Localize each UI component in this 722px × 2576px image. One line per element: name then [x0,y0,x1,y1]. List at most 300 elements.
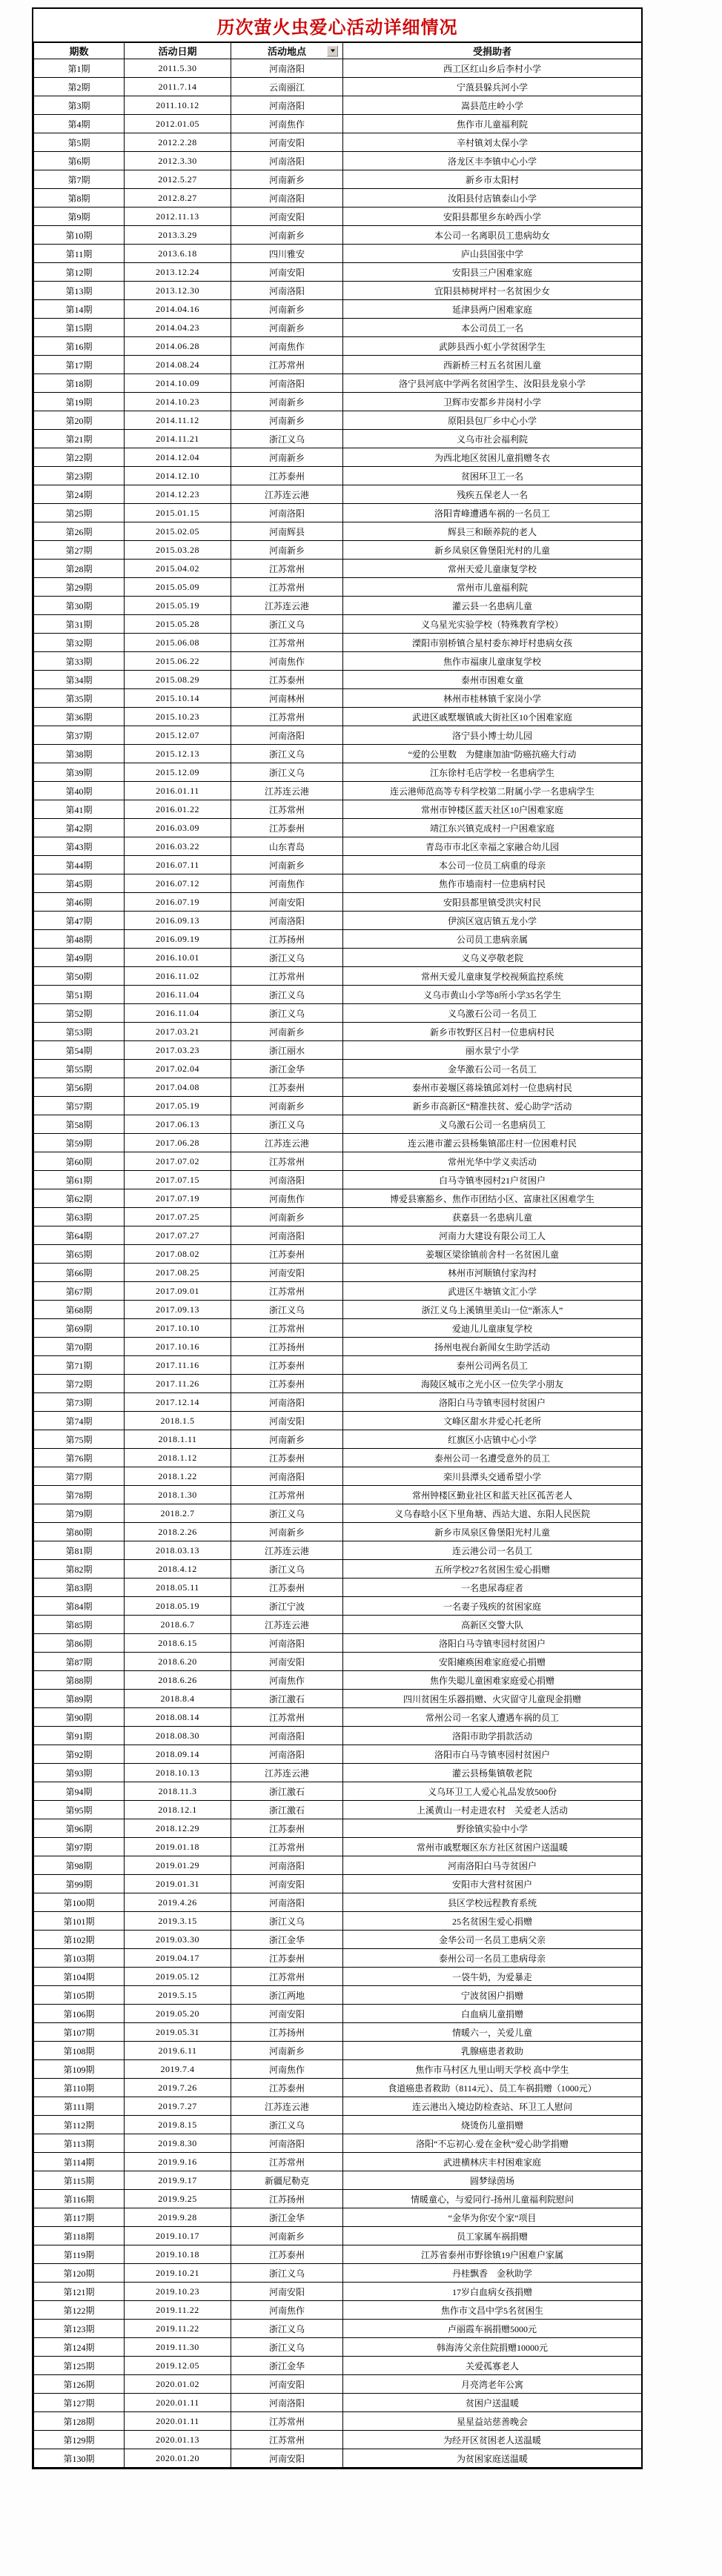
location-text: 河南安阳 [268,267,305,278]
recipient-text: 情暖童心，与爱同行-扬州儿童福利院慰问 [411,2194,574,2205]
cell-recipient [343,411,642,430]
date-text: 2017.04.08 [156,1081,199,1092]
period-text: 第2期 [67,82,90,93]
cell-period [34,337,125,356]
date-text: 2018.03.13 [156,1544,199,1556]
cell-date [125,2153,231,2171]
cell-date [125,1504,231,1523]
cell-period [34,2357,125,2375]
date-text: 2019.11.22 [156,2323,199,2334]
recipient-text: 海陵区城市之光小区一位失学小朋友 [420,1378,563,1390]
cell-date [125,2394,231,2412]
cell-location [231,2208,343,2227]
recipient-text: 常州市钟楼区蓝天社区10户困难家庭 [420,804,563,815]
cell-date [125,800,231,819]
table-row [34,208,642,226]
cell-location [231,393,343,411]
table-row [34,78,642,96]
recipient-text: 残疾五保老人一名 [456,489,528,500]
cell-recipient [343,1375,642,1393]
date-text: 2018.12.29 [156,1822,199,1833]
cell-recipient [343,2338,642,2357]
period-text: 第74期 [65,1415,93,1427]
date-text: 2018.11.3 [158,1785,197,1796]
cell-period [34,282,125,300]
table-row [34,1115,642,1134]
recipient-text: 烧烫伤儿童捐赠 [460,2119,523,2131]
cell-recipient [343,133,642,152]
recipient-text: 汝阳县付店镇泰山小学 [447,193,537,204]
table-row [34,226,642,245]
location-text: 浙江金华 [268,1063,305,1075]
period-text: 第120期 [63,2268,95,2279]
location-text: 河南洛阳 [268,285,305,296]
location-text: 浙江激石 [268,1693,305,1704]
location-text: 河南洛阳 [268,1749,305,1760]
table-row [34,2245,642,2264]
table-row [34,1653,642,1671]
location-text: 江苏泰州 [268,1582,305,1593]
cell-recipient [343,208,642,226]
location-text: 河南洛阳 [268,2397,305,2409]
cell-recipient [343,300,642,319]
period-text: 第84期 [65,1601,93,1612]
recipient-text: 为贫困家庭送温暖 [456,2453,528,2464]
cell-location [231,763,343,782]
period-text: 第96期 [65,1823,93,1834]
period-text: 第36期 [65,711,93,723]
date-text: 2019.01.29 [156,1859,199,1870]
col-header-recipient [343,43,642,59]
location-text: 浙江义乌 [268,1008,305,1019]
location-text: 浙江义乌 [268,952,305,963]
location-text: 河南安阳 [268,897,305,908]
recipient-text: 白血病儿童捐赠 [460,2008,523,2019]
cell-location [231,1968,343,1986]
recipient-text: 洛阳“不忘初心.爱在金秋”爱心助学捐赠 [416,2138,569,2149]
cell-period [34,1152,125,1171]
col-header-period [34,43,125,59]
header-row [34,43,642,59]
date-text: 2019.05.31 [156,2026,199,2037]
table-row [34,615,642,634]
location-text: 浙江义乌 [268,748,305,760]
period-text: 第73期 [65,1397,93,1408]
cell-location [231,282,343,300]
location-text: 河南新乡 [268,1026,305,1038]
recipient-text: 灌云县杨集镇敬老院 [451,1767,532,1779]
date-text: 2019.11.22 [156,2304,199,2315]
period-text: 第1期 [67,63,90,74]
date-text: 2013.3.29 [158,229,197,240]
date-text: 2017.07.15 [156,1174,199,1185]
period-text: 第72期 [65,1378,93,1390]
cell-period [34,819,125,837]
recipient-text: 庐山县国张中学 [460,248,523,259]
cell-location [231,856,343,874]
table-row [34,2023,642,2042]
period-text: 第52期 [65,1008,93,1019]
date-text: 2014.12.10 [156,470,199,481]
recipient-text: 文峰区甜水井爱心托老所 [443,1415,541,1427]
recipient-text: 一名患尿毒症者 [460,1582,523,1593]
date-text: 2020.01.02 [156,2378,199,2389]
cell-recipient [343,319,642,337]
period-text: 第40期 [65,786,93,797]
cell-period [34,1986,125,2005]
location-text: 江苏泰州 [268,674,305,686]
recipient-text: 博爱县寨豁乡、焦作市团结小区、富康社区困难学生 [389,1193,595,1204]
recipient-text: 野徐镇实验中小学 [456,1823,528,1834]
cell-period [34,2060,125,2079]
period-text: 第107期 [63,2027,95,2038]
period-text: 第31期 [65,619,93,630]
table-row [34,1338,642,1356]
date-text: 2013.6.18 [158,248,197,259]
cell-location [231,152,343,170]
cell-recipient [343,1912,642,1931]
cell-date [125,1616,231,1634]
period-text: 第53期 [65,1026,93,1038]
period-text: 第68期 [65,1304,93,1315]
cell-period [34,708,125,726]
location-text: 河南洛阳 [268,915,305,926]
cell-period [34,1041,125,1060]
period-text: 第60期 [65,1156,93,1167]
table-row [34,485,642,504]
activity-report-sheet [32,7,643,2469]
date-text: 2019.11.30 [156,2341,199,2352]
cell-date [125,2116,231,2134]
recipient-text: 洛宁县小博士幼儿园 [451,730,532,741]
cell-date [125,1264,231,1282]
cell-location [231,1004,343,1023]
location-text: 江苏常州 [268,582,305,593]
cell-date [125,189,231,208]
cell-recipient [343,1467,642,1486]
cell-period [34,1226,125,1245]
filter-dropdown-button[interactable] [327,45,338,56]
recipient-text: 常州光华中学义卖活动 [447,1156,537,1167]
period-text: 第76期 [65,1453,93,1464]
table-row [34,949,642,967]
date-text: 2016.09.13 [156,914,199,926]
table-row [34,2375,642,2394]
recipient-text: 洛阳白马寺镇枣园村贫困户 [438,1638,546,1649]
recipient-text: 新乡凤泉区鲁堡阳光村的儿童 [434,545,550,556]
period-text: 第126期 [63,2379,95,2390]
cell-location [231,2449,343,2468]
date-text: 2017.08.02 [156,1248,199,1259]
location-text: 江苏常州 [268,1323,305,1334]
table-row [34,560,642,578]
cell-period [34,634,125,652]
date-text: 2018.05.19 [156,1600,199,1611]
period-text: 第83期 [65,1582,93,1593]
table-row [34,2005,642,2023]
cell-recipient [343,1819,642,1838]
period-text: 第102期 [63,1934,95,1945]
location-text: 河南焦作 [268,1675,305,1686]
cell-date [125,2412,231,2431]
cell-date [125,986,231,1004]
table-row [34,1838,642,1856]
cell-location [231,448,343,467]
cell-period [34,1078,125,1097]
period-text: 第106期 [63,2008,95,2019]
recipient-text: 焦作市马村区九里山明天学校 高中学生 [415,2064,569,2075]
cell-location [231,2097,343,2116]
period-text: 第119期 [63,2249,95,2260]
period-text: 第66期 [65,1267,93,1278]
date-text: 2015.02.05 [156,525,199,537]
cell-recipient [343,986,642,1004]
period-text: 第44期 [65,860,93,871]
cell-recipient [343,226,642,245]
date-text: 2017.09.01 [156,1285,199,1296]
col-header-period-label: 期数 [69,46,89,57]
cell-date [125,1579,231,1597]
recipient-text: 宁波贫困户捐赠 [460,1990,523,2001]
cell-date [125,1171,231,1189]
cell-period [34,2190,125,2208]
location-text: 江苏泰州 [268,1360,305,1371]
cell-location [231,1616,343,1634]
date-text: 2015.03.28 [156,544,199,555]
date-text: 2011.10.12 [156,99,199,110]
cell-recipient [343,1171,642,1189]
location-text: 江苏常州 [268,2157,305,2168]
date-text: 2012.2.28 [158,136,197,147]
date-text: 2015.12.07 [156,729,199,740]
table-row [34,2134,642,2153]
cell-recipient [343,1893,642,1912]
cell-period [34,726,125,745]
location-text: 河南洛阳 [268,1397,305,1408]
cell-location [231,2245,343,2264]
recipient-text: 西新桥三村五名贫困儿童 [443,359,541,371]
date-text: 2017.11.16 [156,1359,199,1370]
cell-location [231,485,343,504]
date-text: 2019.3.15 [158,1915,197,1926]
location-text: 河南洛阳 [268,1897,305,1908]
cell-location [231,800,343,819]
table-row [34,1301,642,1319]
cell-date [125,96,231,115]
date-text: 2014.11.21 [156,433,199,444]
period-text: 第92期 [65,1749,93,1760]
cell-location [231,2320,343,2338]
recipient-text: 常州钟楼区勤业社区和蓝天社区孤苦老人 [411,1490,572,1501]
date-text: 2018.08.30 [156,1730,199,1741]
cell-period [34,1189,125,1208]
cell-recipient [343,1523,642,1541]
cell-period [34,1949,125,1968]
table-row [34,967,642,986]
cell-date [125,1893,231,1912]
cell-location [231,745,343,763]
date-text: 2019.8.30 [158,2137,197,2148]
table-row [34,2338,642,2357]
date-text: 2015.12.13 [156,748,199,759]
recipient-text: 林州市河顺镇付家沟村 [447,1267,537,1278]
table-row [34,2116,642,2134]
cell-date [125,2320,231,2338]
table-row [34,1375,642,1393]
cell-recipient [343,893,642,912]
location-text: 浙江义乌 [268,989,305,1000]
cell-date [125,1949,231,1968]
cell-location [231,356,343,374]
period-text: 第13期 [65,285,93,296]
period-text: 第58期 [65,1119,93,1130]
cell-period [34,615,125,634]
date-text: 2019.9.28 [158,2211,197,2223]
cell-recipient [343,541,642,560]
cell-period [34,1264,125,1282]
cell-period [34,1412,125,1430]
cell-location [231,1041,343,1060]
recipient-text: 安阳瘫痪困难家庭爱心捐赠 [438,1656,546,1667]
table-row [34,2264,642,2283]
cell-recipient [343,2023,642,2042]
recipient-text: 连云港出入境边防检查站、环卫工人慰问 [411,2101,572,2112]
date-text: 2016.09.19 [156,933,199,944]
table-row [34,133,642,152]
period-text: 第93期 [65,1767,93,1779]
period-text: 第105期 [63,1990,95,2001]
cell-location [231,2375,343,2394]
cell-period [34,2116,125,2134]
table-row [34,1097,642,1115]
cell-date [125,393,231,411]
cell-recipient [343,1671,642,1690]
recipient-text: 洛阳市助学捐款活动 [451,1730,532,1742]
location-text: 河南安阳 [268,2379,305,2390]
cell-date [125,263,231,282]
cell-period [34,2338,125,2357]
location-text: 河南新乡 [268,545,305,556]
recipient-text: 浙江义乌上溪镇里美山一位“渐冻人” [421,1304,563,1315]
period-text: 第82期 [65,1564,93,1575]
table-row [34,1189,642,1208]
recipient-text: 新乡市牧野区吕村一位患病村民 [429,1026,554,1038]
cell-recipient [343,245,642,263]
cell-location [231,1393,343,1412]
cell-period [34,1486,125,1504]
cell-recipient [343,1986,642,2005]
date-text: 2015.08.29 [156,674,199,685]
period-text: 第75期 [65,1434,93,1445]
date-text: 2015.01.15 [156,507,199,518]
table-row [34,430,642,448]
cell-location [231,300,343,319]
table-row [34,2394,642,2412]
cell-location [231,1579,343,1597]
col-header-recipient-label: 受捐助者 [472,46,511,57]
cell-recipient [343,2097,642,2116]
cell-period [34,393,125,411]
table-row [34,1634,642,1653]
cell-recipient [343,1023,642,1041]
cell-period [34,745,125,763]
table-row [34,2227,642,2245]
cell-date [125,1282,231,1301]
table-row [34,1412,642,1430]
cell-recipient [343,856,642,874]
period-text: 第10期 [65,230,93,241]
cell-location [231,1764,343,1782]
recipient-text: 西工区红山乡后李村小学 [443,63,541,74]
recipient-text: 焦作失聪儿童困难家庭爱心捐赠 [429,1675,554,1686]
date-text: 2018.2.26 [158,1526,197,1537]
location-text: 四川雅安 [268,248,305,259]
cell-recipient [343,448,642,467]
cell-date [125,652,231,671]
cell-date [125,1189,231,1208]
period-text: 第55期 [65,1063,93,1075]
cell-location [231,782,343,800]
date-text: 2019.6.11 [158,2045,197,2056]
table-row [34,1541,642,1560]
table-row [34,2042,642,2060]
activity-table [33,42,642,2468]
cell-location [231,1282,343,1301]
cell-location [231,1301,343,1319]
cell-location [231,1671,343,1690]
cell-period [34,2320,125,2338]
cell-location [231,2338,343,2357]
cell-location [231,189,343,208]
recipient-text: 员工家属车祸捐赠 [456,2231,528,2242]
cell-location [231,2079,343,2097]
cell-date [125,2338,231,2357]
cell-date [125,152,231,170]
location-text: 河南新乡 [268,1527,305,1538]
cell-period [34,2375,125,2394]
cell-period [34,208,125,226]
cell-location [231,1226,343,1245]
date-text: 2018.08.14 [156,1711,199,1722]
recipient-text: 县区学校远程教育系统 [447,1897,537,1908]
recipient-text: 洛宁县河底中学两名贫困学生、汝阳县龙泉小学 [398,378,586,389]
cell-recipient [343,1134,642,1152]
table-row [34,689,642,708]
table-row [34,1875,642,1893]
location-text: 浙江义乌 [268,1304,305,1315]
cell-location [231,1189,343,1208]
table-row [34,374,642,393]
cell-recipient [343,689,642,708]
table-row [34,1931,642,1949]
period-text: 第81期 [65,1545,93,1556]
recipient-text: 连云港师范高等专科学校第二附属小学一名患病学生 [389,786,595,797]
cell-date [125,1708,231,1727]
period-text: 第110期 [63,2082,95,2094]
period-text: 第122期 [63,2305,95,2316]
recipient-text: 25名贫困生爱心捐赠 [451,1916,532,1927]
table-row [34,893,642,912]
date-text: 2018.12.1 [158,1804,197,1815]
table-row [34,819,642,837]
location-text: 江苏扬州 [268,1341,305,1352]
table-row [34,189,642,208]
location-text: 河南洛阳 [268,100,305,111]
location-text: 河南安阳 [268,1656,305,1667]
cell-period [34,1968,125,1986]
cell-date [125,912,231,930]
date-text: 2018.6.26 [158,1674,197,1685]
